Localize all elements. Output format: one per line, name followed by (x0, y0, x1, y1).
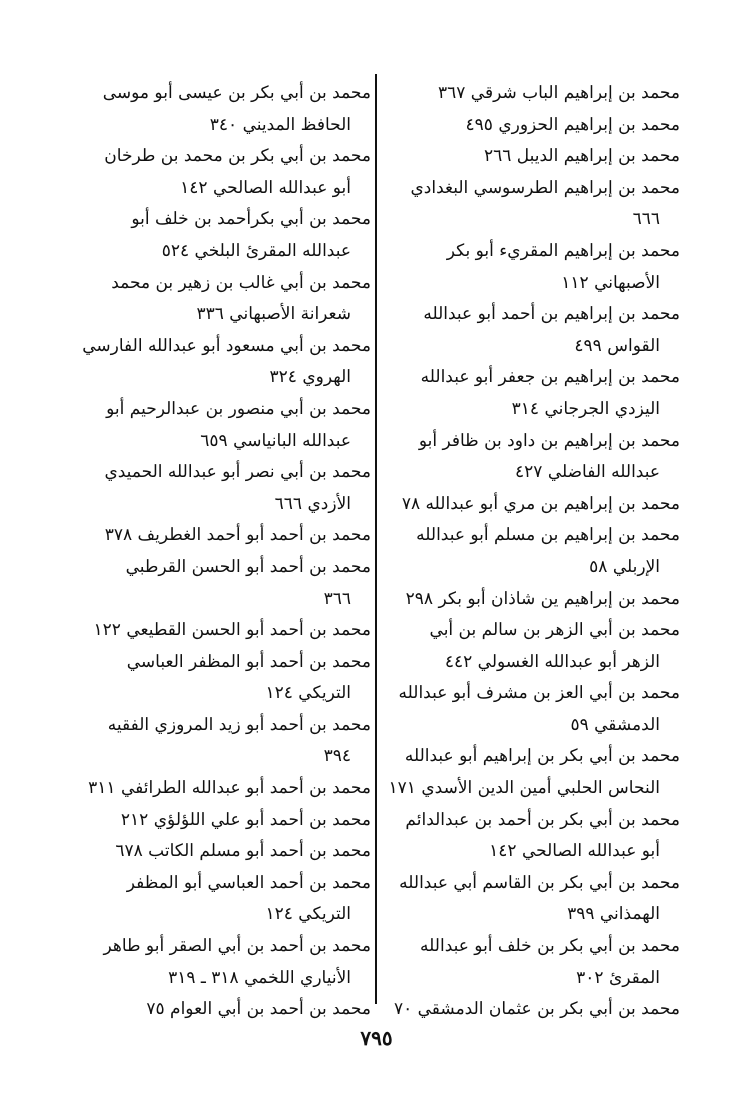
entry-line: محمد بن أبي بكر بن أحمد بن عبدالدائم (405, 809, 680, 830)
entry-continuation: شعرانة الأصبهاني ٣٣٦ (196, 304, 351, 325)
entry-line: محمد بن أبي الزهر بن سالم بن أبي (429, 620, 680, 641)
entry-line: محمد بن أحمد أبو عبدالله الطرائفي ٣١١ (88, 778, 371, 799)
entry-continuation: الزهر أبو عبدالله الغسولي ٤٤٢ (444, 651, 660, 672)
entry-line: محمد بن أبي منصور بن عبدالرحيم أبو (106, 398, 371, 419)
entry-line: محمد بن إبراهيم بن جعفر أبو عبدالله (420, 367, 680, 388)
entry-continuation: النحاس الحلبي أمين الدين الأسدي ١٧١ (388, 778, 660, 799)
index-entry (388, 299, 680, 362)
index-entry (75, 615, 371, 647)
index-column-left (75, 78, 371, 1026)
index-entry (75, 520, 371, 552)
entry-line: محمد بن إبراهيم بن أحمد أبو عبدالله (423, 304, 680, 325)
entry-continuation: الأزدي ٦٦٦ (274, 493, 351, 514)
entry-continuation: ٣٦٦ (323, 588, 351, 609)
entry-line: محمد بن أبي بكرأحمد بن خلف أبو (131, 209, 371, 230)
entry-line: محمد بن أحمد أبو الحسن القرطبي (125, 556, 371, 577)
entry-line: محمد بن أبي بكر بن إبراهيم أبو عبدالله (404, 746, 680, 767)
index-entry (388, 741, 680, 804)
index-entry (75, 710, 371, 773)
entry-continuation: الأصبهاني ١١٢ (561, 272, 660, 293)
entry-line: محمد بن إبراهيم المقريء أبو بكر (446, 240, 680, 261)
column-divider (375, 74, 377, 1004)
entry-continuation: المقرئ ٣٠٢ (576, 967, 660, 988)
index-entry (388, 489, 680, 521)
entry-line: محمد بن أحمد بن أبي الصقر أبو طاهر (103, 936, 371, 957)
index-entry (388, 362, 680, 425)
index-column-right (388, 78, 680, 1026)
entry-line: محمد بن إبراهيم الديبل ٢٦٦ (483, 146, 680, 167)
index-entry (75, 805, 371, 837)
index-entry (75, 457, 371, 520)
index-entry (75, 647, 371, 710)
entry-line: محمد بن أبي غالب بن زهير بن محمد (111, 272, 371, 293)
index-entry (75, 773, 371, 805)
entry-line: محمد بن أبي بكر بن عثمان الدمشقي ٧٠ (393, 999, 680, 1020)
index-entry (388, 805, 680, 868)
entry-line: محمد بن أحمد بن أبي العوام ٧٥ (146, 999, 371, 1020)
entry-line: محمد بن أحمد أبو مسلم الكاتب ٦٧٨ (115, 841, 371, 862)
index-entry (75, 931, 371, 994)
index-entry (388, 520, 680, 583)
entry-continuation: عبدالله البانياسي ٦٥٩ (200, 430, 351, 451)
index-entry (75, 868, 371, 931)
index-entry (388, 141, 680, 173)
entry-line: محمد بن إبراهيم الباب شرقي ٣٦٧ (437, 83, 680, 103)
entry-line: محمد بن أحمد أبو الحسن القطيعي ١٢٢ (93, 620, 371, 641)
index-entry (388, 426, 680, 489)
entry-continuation: اليزدي الجرجاني ٣١٤ (511, 398, 660, 419)
index-entry (75, 204, 371, 267)
entry-continuation: أبو عبدالله الصالحي ١٤٢ (489, 841, 660, 862)
index-entry (388, 931, 680, 994)
index-entry (388, 868, 680, 931)
entry-continuation: الهمذاني ٣٩٩ (567, 904, 660, 925)
index-entry (388, 110, 680, 142)
index-entry (75, 268, 371, 331)
entry-line: محمد بن أبي بكر بن خلف أبو عبدالله (420, 936, 680, 957)
entry-continuation: عبدالله المقرئ البلخي ٥٢٤ (161, 240, 351, 261)
index-entry (75, 331, 371, 394)
entry-line: محمد بن أبي بكر بن القاسم أبي عبدالله (399, 872, 680, 893)
entry-continuation: ٣٩٤ (323, 746, 351, 767)
entry-line: محمد بن أبي بكر بن عيسى أبو موسى (102, 83, 371, 103)
entry-line: محمد بن إبراهيم الحزوري ٤٩٥ (465, 114, 680, 135)
index-entry (75, 836, 371, 868)
entry-continuation: الأنياري اللخمي ٣١٨ ـ ٣١٩ (168, 967, 351, 988)
index-entry (388, 78, 680, 110)
index-entry (388, 236, 680, 299)
index-entry (75, 552, 371, 615)
entry-continuation: ٦٦٦ (632, 209, 660, 230)
entry-continuation: التريكي ١٢٤ (265, 683, 351, 704)
index-entry (388, 173, 680, 236)
entry-line: محمد بن أحمد أبو أحمد الغطريف ٣٧٨ (104, 525, 371, 546)
entry-line: محمد بن أحمد أبو المظفر العباسي (126, 651, 371, 672)
entry-line: محمد بن أحمد العباسي أبو المظفر (126, 872, 371, 893)
entry-continuation: الدمشقي ٥٩ (570, 714, 660, 735)
index-entry (75, 78, 371, 141)
index-entry (388, 615, 680, 678)
entry-line: محمد بن إبراهيم الطرسوسي البغدادي (410, 177, 680, 198)
entry-line: محمد بن إبراهيم بن مري أبو عبدالله ٧٨ (401, 493, 680, 514)
entry-continuation: أبو عبدالله الصالحي ١٤٢ (180, 177, 351, 198)
index-entry (388, 678, 680, 741)
entry-continuation: القواس ٤٩٩ (574, 335, 660, 356)
entry-continuation: الحافظ المديني ٣٤٠ (209, 114, 351, 135)
entry-line: محمد بن أبي مسعود أبو عبدالله الفارسي (82, 335, 371, 356)
index-entry (75, 141, 371, 204)
entry-line: محمد بن إبراهيم بن مسلم أبو عبدالله (416, 525, 680, 546)
entry-line: محمد بن أحمد أبو زيد المروزي الفقيه (107, 714, 371, 735)
page-number: ٧٩٥ (360, 1026, 393, 1050)
index-entry (75, 994, 371, 1026)
entry-line: محمد بن أبي نصر أبو عبدالله الحميدي (104, 462, 371, 483)
entry-continuation: الهروي ٣٢٤ (269, 367, 351, 388)
entry-line: محمد بن أحمد أبو علي اللؤلؤي ٢١٢ (120, 809, 371, 830)
entry-continuation: التريكي ١٢٤ (265, 904, 351, 925)
entry-line: محمد بن أبي بكر بن محمد بن طرخان (104, 146, 371, 167)
entry-line: محمد بن أبي العز بن مشرف أبو عبدالله (398, 683, 680, 704)
index-entry (388, 994, 680, 1026)
entry-line: محمد بن إبراهيم ين شاذان أبو بكر ٢٩٨ (405, 588, 680, 609)
entry-line: محمد بن إبراهيم بن داود بن ظافر أبو (418, 430, 680, 451)
entry-continuation: عبدالله الفاضلي ٤٢٧ (515, 462, 660, 483)
index-entry (75, 394, 371, 457)
entry-continuation: الإربلي ٥٨ (589, 556, 660, 577)
index-entry (388, 584, 680, 616)
